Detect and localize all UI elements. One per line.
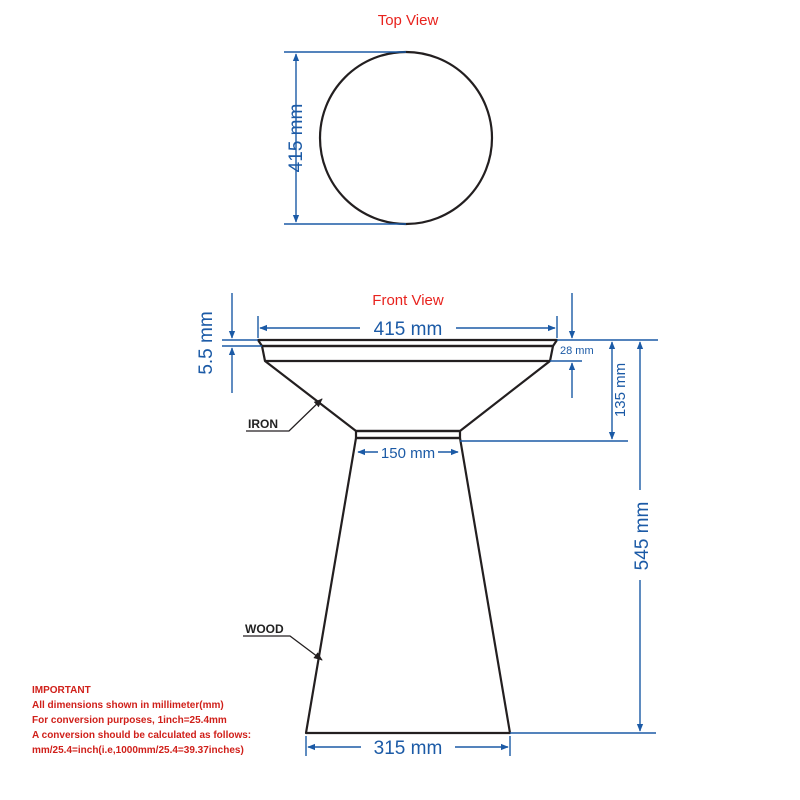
total-height-label: 545 mm [632,501,653,571]
wood-callout-label: WOOD [245,622,284,636]
tabletop-circle [320,52,492,224]
iron-bowl [262,346,553,431]
notes-line: A conversion should be calculated as follows: [32,730,252,741]
neck-width-label: 150 mm [380,445,436,462]
iron-callout-label: IRON [248,417,278,431]
front-view-title: Front View [372,292,444,309]
notes-line: mm/25.4=inch(i.e,1000mm/25.4=39.37inches) [32,745,244,756]
top-view-title: Top View [377,12,439,29]
base-width-label: 315 mm [373,738,443,759]
notes-line: All dimensions shown in millimeter(mm) [32,700,224,711]
notes-heading: IMPORTANT [32,685,91,696]
wood-leader-arrow [243,636,322,660]
conversion-notes [32,683,251,758]
top-width-label: 415 mm [373,319,443,340]
thickness-label: 5.5 mm [196,311,217,375]
wooden-base [306,438,510,733]
bowl-height-label: 135 mm [612,362,629,418]
top-view-diameter-label: 415 mm [286,103,307,173]
notes-line: For conversion purposes, 1inch=25.4mm [32,715,227,726]
rim-height-label: 28 mm [560,345,594,357]
